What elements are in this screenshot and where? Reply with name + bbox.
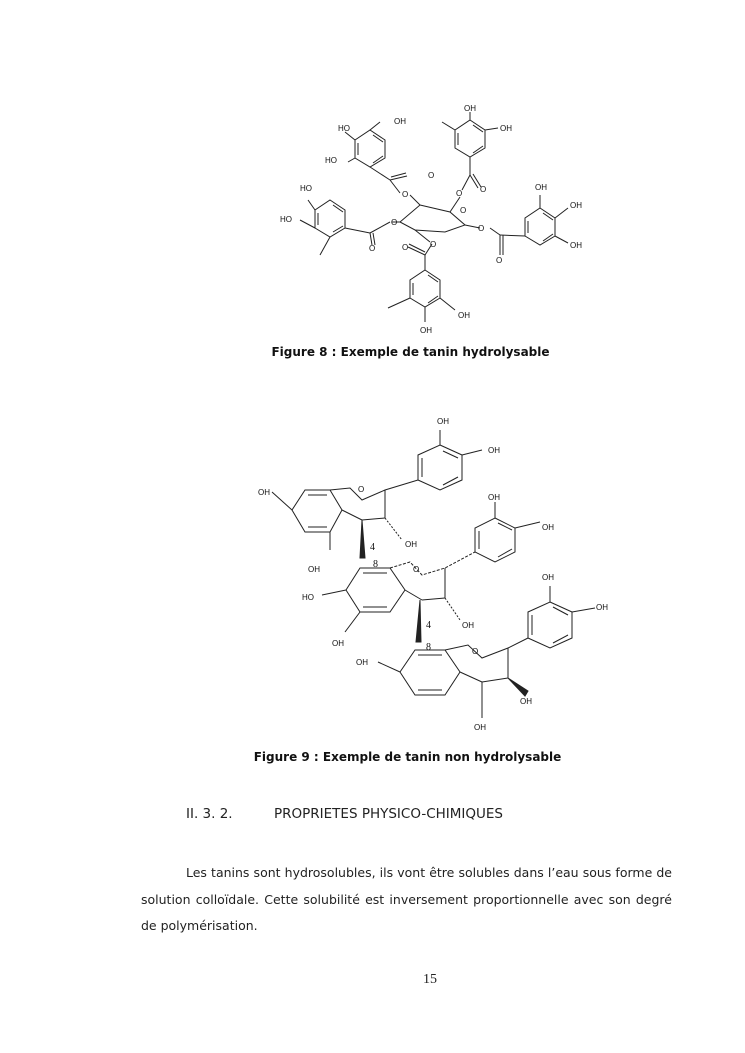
ring [475,518,515,562]
atom-label: OH [308,565,320,574]
atom-label: OH [405,540,417,549]
atom-label: OH [474,723,486,732]
atom-label: O [402,190,409,199]
atom-label: OH [394,117,406,126]
figure-8-structure [270,100,620,340]
atom-label: O [430,240,437,249]
ring [410,270,440,307]
atom-label: O [413,565,420,574]
atom-label: HO [300,184,312,193]
figure-9-caption: Figure 9 : Exemple de tanin non hydrolysable [253,750,562,764]
atom-label: O [369,244,376,253]
atom-label: 8 [373,559,378,570]
atom-label: O [402,243,409,252]
atom-label: 8 [426,642,431,653]
atom-label: O [480,185,487,194]
atom-label: OH [542,523,554,532]
ring [400,650,460,695]
figure-9-structure [250,410,620,740]
atom-label: 4 [426,620,431,631]
ring [525,208,555,245]
atom-label: HO [280,215,292,224]
paragraph-text: Les tanins sont hydrosolubles, ils vont être solubles dans l’eau sous forme de solution colloïdale. Cette solubilité est inversement proportionnelle avec son degré de polymérisation. [141,865,672,933]
atom-label: HO [325,156,337,165]
atom-label: HO [338,124,350,133]
atom-label: OH [488,446,500,455]
atom-label: OH [596,603,608,612]
body-paragraph [141,860,672,940]
ring [315,200,345,237]
atom-label: OH [535,183,547,192]
atom-label: O [472,647,479,656]
ring [418,445,462,490]
atom-label: OH [542,573,554,582]
figure-8-caption: Figure 8 : Exemple de tanin hydrolysable [271,345,550,359]
ring [355,130,385,167]
atom-label: OH [570,241,582,250]
atom-label: O [358,485,365,494]
ring [346,568,405,612]
atom-label: O [460,206,467,215]
atom-label: OH [258,488,270,497]
atom-label: OH [500,124,512,133]
atom-label: OH [458,311,470,320]
non-hydrolysable-tannin-diagram [250,410,620,740]
section-title: PROPRIETES PHYSICO-CHIMIQUES [274,806,503,822]
atom-label: O [428,171,435,180]
ring [292,490,342,532]
atom-label: OH [462,621,474,630]
atom-label: OH [488,493,500,502]
atom-label: O [478,224,485,233]
page-number: 15 [423,972,437,987]
atom-label: O [391,218,398,227]
atom-label: HO [302,593,314,602]
ring [455,120,485,157]
ring [528,602,572,648]
hydrolysable-tannin-diagram [270,100,620,340]
section-number: II. 3. 2. [186,806,233,822]
atom-label: OH [420,326,432,335]
atom-label: OH [464,104,476,113]
section-heading [186,806,503,822]
atom-label: O [496,256,503,265]
atom-label: OH [570,201,582,210]
atom-label: OH [332,639,344,648]
atom-label: 4 [370,542,375,553]
sugar-ring [400,205,465,232]
atom-label: OH [356,658,368,667]
atom-label: O [456,189,463,198]
atom-label: OH [437,417,449,426]
atom-label: OH [520,697,532,706]
